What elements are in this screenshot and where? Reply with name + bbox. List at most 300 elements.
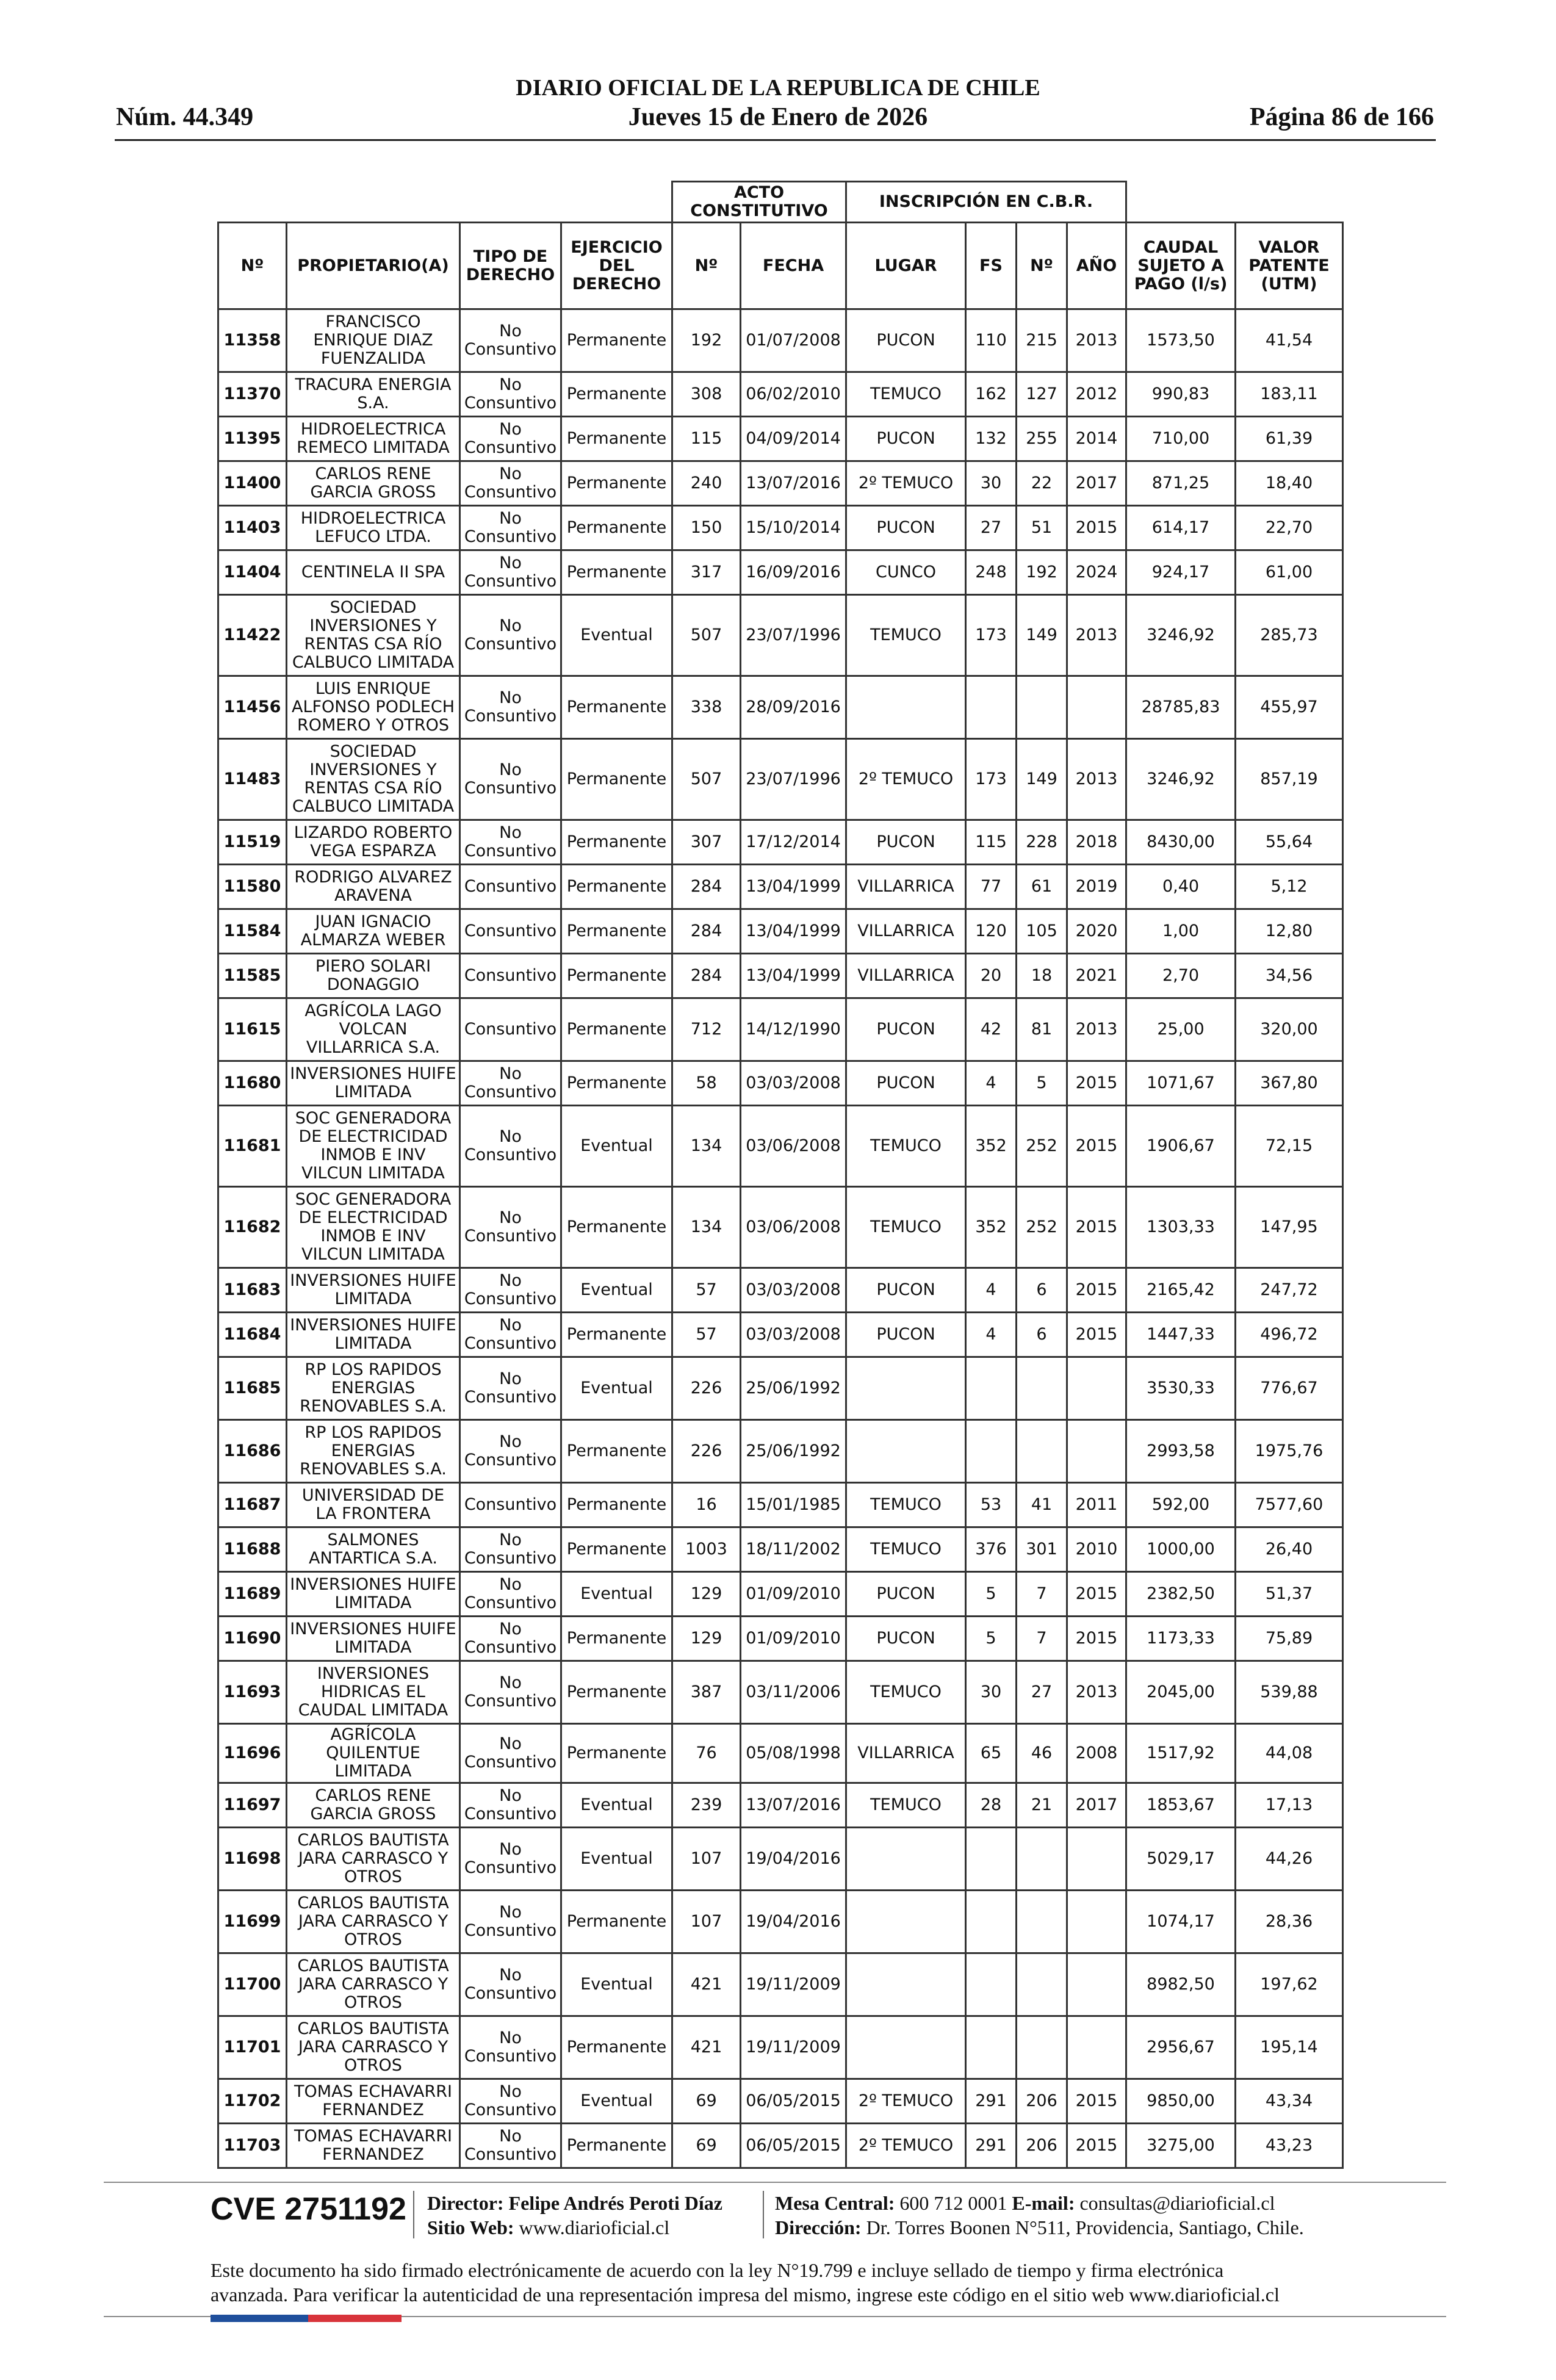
col-header-exercise: EJERCICIO DEL DERECHO [561,223,672,309]
cell-flow: 8982,50 [1126,1953,1236,2016]
cell-owner: CARLOS BAUTISTA JARA CARRASCO Y OTROS [287,1953,460,2016]
cell-owner: FRANCISCO ENRIQUE DIAZ FUENZALIDA [287,309,460,372]
footer-separator [763,2191,764,2238]
cell-fs: 4 [966,1268,1017,1313]
cell-fs: 65 [966,1724,1017,1783]
cell-year: 2008 [1067,1724,1126,1783]
cell-flow: 0,40 [1126,865,1236,909]
table-row [218,739,1343,820]
cell-fs: 30 [966,1661,1017,1724]
address-text: Dr. Torres Boonen N°511, Providencia, Santiago, Chile. [866,2216,1304,2238]
cell-cbr-number: 7 [1017,1572,1067,1617]
cell-place: PUCON [846,998,966,1061]
cell-exercise: Permanente [561,820,672,865]
cell-right-type: Consuntivo [460,998,561,1061]
cell-patent-value: 857,19 [1236,739,1343,820]
cell-flow: 3530,33 [1126,1357,1236,1420]
patents-table [217,181,1344,2169]
cell-place: TEMUCO [846,1187,966,1268]
site-line [427,2216,669,2239]
cell-place: TEMUCO [846,1483,966,1527]
cell-cbr-number: 27 [1017,1661,1067,1724]
mesa-phone: 600 712 0001 [899,2192,1007,2214]
cell-acto-number: 284 [672,865,741,909]
cell-flow: 614,17 [1126,506,1236,550]
cell-flow: 3246,92 [1126,595,1236,676]
cell-year: 2013 [1067,309,1126,372]
cell-right-type: No Consuntivo [460,1357,561,1420]
cell-place: PUCON [846,1268,966,1313]
cell-number: 11519 [218,820,287,865]
table-row [218,1828,1343,1891]
cell-patent-value: 22,70 [1236,506,1343,550]
table-row [218,372,1343,417]
cell-year: 2014 [1067,417,1126,461]
cell-place: PUCON [846,417,966,461]
cell-acto-date: 04/09/2014 [741,417,846,461]
cell-flow: 25,00 [1126,998,1236,1061]
cell-right-type: No Consuntivo [460,1828,561,1891]
cell-acto-number: 69 [672,2079,741,2124]
cell-patent-value: 61,39 [1236,417,1343,461]
cell-year: 2015 [1067,1061,1126,1106]
cell-flow: 2,70 [1126,954,1236,998]
cell-exercise: Permanente [561,1617,672,1661]
cell-exercise: Eventual [561,1572,672,1617]
table-row [218,309,1343,372]
cell-right-type: No Consuntivo [460,1783,561,1828]
cell-patent-value: 12,80 [1236,909,1343,954]
cell-number: 11689 [218,1572,287,1617]
cell-acto-number: 129 [672,1572,741,1617]
cell-patent-value: 195,14 [1236,2016,1343,2079]
cell-right-type: No Consuntivo [460,417,561,461]
cell-year: 2024 [1067,550,1126,595]
group-header-acto: ACTO CONSTITUTIVO [672,182,846,223]
cell-fs [966,1828,1017,1891]
cell-patent-value: 5,12 [1236,865,1343,909]
cell-acto-number: 134 [672,1187,741,1268]
table-row [218,1313,1343,1357]
cell-fs: 110 [966,309,1017,372]
cell-patent-value: 75,89 [1236,1617,1343,1661]
cell-place: PUCON [846,1061,966,1106]
cell-right-type: No Consuntivo [460,1661,561,1724]
table-row [218,909,1343,954]
table-row [218,998,1343,1061]
cell-place [846,676,966,739]
cell-owner: INVERSIONES HUIFE LIMITADA [287,1617,460,1661]
cell-acto-date: 19/04/2016 [741,1891,846,1953]
cell-cbr-number: 228 [1017,820,1067,865]
cell-place [846,1953,966,2016]
cell-fs: 77 [966,865,1017,909]
cell-exercise: Permanente [561,1061,672,1106]
cell-exercise: Permanente [561,550,672,595]
cell-acto-number: 226 [672,1357,741,1420]
issue-number: Núm. 44.349 [116,103,254,131]
cell-exercise: Eventual [561,2079,672,2124]
site-link[interactable]: www.diarioficial.cl [519,2216,670,2238]
cell-place: PUCON [846,1313,966,1357]
cell-acto-number: 284 [672,954,741,998]
cell-flow: 9850,00 [1126,2079,1236,2124]
table-row [218,1527,1343,1572]
cell-owner: CARLOS RENE GARCIA GROSS [287,1783,460,1828]
site-label: Sitio Web: [427,2216,514,2238]
cell-acto-date: 03/06/2008 [741,1187,846,1268]
cell-place: VILLARRICA [846,1724,966,1783]
table-row [218,1953,1343,2016]
cell-owner: JUAN IGNACIO ALMARZA WEBER [287,909,460,954]
cell-acto-number: 226 [672,1420,741,1483]
cell-year [1067,1420,1126,1483]
cell-owner: SOC GENERADORA DE ELECTRICIDAD INMOB E INV VILCUN LIMITADA [287,1187,460,1268]
cell-flow: 1,00 [1126,909,1236,954]
group-header-inscripcion: INSCRIPCIÓN EN C.B.R. [846,182,1126,223]
cell-acto-number: 107 [672,1891,741,1953]
cell-acto-date: 19/11/2009 [741,2016,846,2079]
cell-right-type: No Consuntivo [460,461,561,506]
cell-right-type: No Consuntivo [460,1953,561,2016]
cve-code: CVE 2751192 [211,2191,406,2227]
header-divider [115,139,1436,141]
cell-flow: 990,83 [1126,372,1236,417]
flag-stripe-blue [211,2315,308,2322]
cell-number: 11400 [218,461,287,506]
cell-exercise: Permanente [561,1187,672,1268]
cell-right-type: No Consuntivo [460,595,561,676]
cell-year: 2013 [1067,595,1126,676]
cell-fs [966,1420,1017,1483]
cell-acto-number: 307 [672,820,741,865]
cell-place: 2º TEMUCO [846,2079,966,2124]
cell-owner: UNIVERSIDAD DE LA FRONTERA [287,1483,460,1527]
cell-patent-value: 7577,60 [1236,1483,1343,1527]
cell-acto-date: 16/09/2016 [741,550,846,595]
cell-acto-date: 18/11/2002 [741,1527,846,1572]
cell-exercise: Permanente [561,739,672,820]
address-label: Dirección: [775,2216,862,2238]
cell-flow: 592,00 [1126,1483,1236,1527]
cell-acto-date: 17/12/2014 [741,820,846,865]
cell-place [846,2016,966,2079]
cell-number: 11698 [218,1828,287,1891]
cell-cbr-number: 7 [1017,1617,1067,1661]
cell-exercise: Permanente [561,998,672,1061]
cell-flow: 1853,67 [1126,1783,1236,1828]
cell-fs: 28 [966,1783,1017,1828]
cell-patent-value: 197,62 [1236,1953,1343,2016]
table-row [218,1572,1343,1617]
cell-cbr-number: 41 [1017,1483,1067,1527]
cell-right-type: No Consuntivo [460,2079,561,2124]
cell-flow: 1074,17 [1126,1891,1236,1953]
cell-right-type: No Consuntivo [460,1187,561,1268]
table-row [218,417,1343,461]
cell-acto-date: 25/06/1992 [741,1420,846,1483]
cell-flow: 8430,00 [1126,820,1236,865]
cell-exercise: Permanente [561,372,672,417]
cell-acto-number: 129 [672,1617,741,1661]
cell-number: 11584 [218,909,287,954]
cell-year: 2017 [1067,1783,1126,1828]
cell-flow: 2045,00 [1126,1661,1236,1724]
cell-right-type: No Consuntivo [460,1527,561,1572]
cell-year: 2012 [1067,372,1126,417]
cell-acto-number: 507 [672,739,741,820]
cell-patent-value: 18,40 [1236,461,1343,506]
cell-patent-value: 183,11 [1236,372,1343,417]
table-row [218,506,1343,550]
cell-year: 2018 [1067,820,1126,865]
email-link[interactable]: consultas@diarioficial.cl [1079,2192,1275,2214]
cell-owner: INVERSIONES HUIFE LIMITADA [287,1061,460,1106]
cell-place: PUCON [846,1572,966,1617]
cell-patent-value: 285,73 [1236,595,1343,676]
cell-flow: 924,17 [1126,550,1236,595]
cell-flow: 2165,42 [1126,1268,1236,1313]
cell-year: 2015 [1067,1572,1126,1617]
cell-acto-date: 03/03/2008 [741,1268,846,1313]
table-row [218,1661,1343,1724]
cell-owner: CARLOS BAUTISTA JARA CARRASCO Y OTROS [287,2016,460,2079]
cell-owner: CARLOS BAUTISTA JARA CARRASCO Y OTROS [287,1828,460,1891]
cell-owner: INVERSIONES HUIFE LIMITADA [287,1313,460,1357]
cell-number: 11684 [218,1313,287,1357]
cell-number: 11370 [218,372,287,417]
cell-acto-number: 338 [672,676,741,739]
cell-acto-date: 13/04/1999 [741,909,846,954]
cell-exercise: Eventual [561,1828,672,1891]
table-row [218,820,1343,865]
cell-exercise: Permanente [561,909,672,954]
cell-fs: 20 [966,954,1017,998]
cell-year: 2015 [1067,1268,1126,1313]
group-header-blank [218,182,672,223]
cell-right-type: No Consuntivo [460,1724,561,1783]
cell-owner: HIDROELECTRICA REMECO LIMITADA [287,417,460,461]
cell-flow: 871,25 [1126,461,1236,506]
cell-right-type: No Consuntivo [460,1420,561,1483]
table-row [218,676,1343,739]
cell-year: 2015 [1067,506,1126,550]
cell-fs [966,2016,1017,2079]
cell-exercise: Eventual [561,1783,672,1828]
cell-year [1067,1828,1126,1891]
cell-owner: CARLOS BAUTISTA JARA CARRASCO Y OTROS [287,1891,460,1953]
cell-fs: 5 [966,1617,1017,1661]
col-header-owner: PROPIETARIO(A) [287,223,460,309]
cell-exercise: Permanente [561,506,672,550]
director-line [427,2192,722,2215]
cell-owner: TRACURA ENERGIA S.A. [287,372,460,417]
cell-acto-date: 13/04/1999 [741,954,846,998]
cell-place [846,1891,966,1953]
cell-acto-date: 06/05/2015 [741,2079,846,2124]
cell-acto-number: 69 [672,2124,741,2168]
cell-acto-date: 23/07/1996 [741,739,846,820]
cell-acto-number: 239 [672,1783,741,1828]
cell-flow: 1906,67 [1126,1106,1236,1187]
table-row [218,1106,1343,1187]
cell-place: VILLARRICA [846,954,966,998]
cell-place: TEMUCO [846,1661,966,1724]
cell-fs: 30 [966,461,1017,506]
cell-acto-number: 192 [672,309,741,372]
col-header-place: LUGAR [846,223,966,309]
col-header-number: Nº [218,223,287,309]
col-header-patent-value: VALOR PATENTE (UTM) [1236,223,1343,309]
issue-date: Jueves 15 de Enero de 2026 [628,103,928,131]
cell-acto-date: 03/06/2008 [741,1106,846,1187]
cell-cbr-number: 149 [1017,739,1067,820]
cell-cbr-number [1017,1828,1067,1891]
cell-number: 11685 [218,1357,287,1420]
table-row [218,954,1343,998]
cell-number: 11404 [218,550,287,595]
cell-number: 11422 [218,595,287,676]
cell-cbr-number [1017,1420,1067,1483]
cell-flow: 1071,67 [1126,1061,1236,1106]
cell-acto-date: 13/07/2016 [741,461,846,506]
cell-right-type: No Consuntivo [460,1106,561,1187]
cell-acto-date: 06/05/2015 [741,2124,846,2168]
cell-fs [966,1953,1017,2016]
cell-place: TEMUCO [846,372,966,417]
cell-year [1067,1357,1126,1420]
cell-cbr-number: 105 [1017,909,1067,954]
cell-fs: 4 [966,1313,1017,1357]
cell-fs [966,676,1017,739]
cell-owner: SOCIEDAD INVERSIONES Y RENTAS CSA RÍO CALBUCO LIMITADA [287,595,460,676]
cell-number: 11358 [218,309,287,372]
cell-number: 11699 [218,1891,287,1953]
cell-cbr-number: 5 [1017,1061,1067,1106]
cell-year: 2015 [1067,2079,1126,2124]
cell-right-type: No Consuntivo [460,309,561,372]
cell-acto-date: 28/09/2016 [741,676,846,739]
cell-right-type: Consuntivo [460,1483,561,1527]
cell-number: 11683 [218,1268,287,1313]
cell-patent-value: 367,80 [1236,1061,1343,1106]
cell-acto-date: 15/10/2014 [741,506,846,550]
cell-owner: CENTINELA II SPA [287,550,460,595]
email-label: E-mail: [1012,2192,1075,2214]
cell-number: 11681 [218,1106,287,1187]
table-row [218,2124,1343,2168]
group-header-blank-right [1126,182,1343,223]
legal-notice-line-1: Este documento ha sido firmado electrónicamente de acuerdo con la ley N°19.799 e incluye sellado de tiempo y firma electrónica [211,2259,1224,2281]
table-body [218,309,1343,2168]
cell-year: 2015 [1067,1617,1126,1661]
cell-acto-date: 15/01/1985 [741,1483,846,1527]
cell-cbr-number: 81 [1017,998,1067,1061]
cell-cbr-number [1017,2016,1067,2079]
cell-patent-value: 776,67 [1236,1357,1343,1420]
cell-patent-value: 43,23 [1236,2124,1343,2168]
cell-number: 11693 [218,1661,287,1724]
cell-acto-date: 03/03/2008 [741,1313,846,1357]
cell-owner: INVERSIONES HUIFE LIMITADA [287,1572,460,1617]
cell-right-type: No Consuntivo [460,550,561,595]
table-row [218,1724,1343,1783]
cell-year: 2021 [1067,954,1126,998]
cell-place [846,1828,966,1891]
cell-year: 2013 [1067,1661,1126,1724]
cell-patent-value: 539,88 [1236,1661,1343,1724]
cell-cbr-number: 6 [1017,1313,1067,1357]
cell-place: PUCON [846,309,966,372]
cell-exercise: Permanente [561,1527,672,1572]
cell-acto-number: 16 [672,1483,741,1527]
cell-cbr-number: 127 [1017,372,1067,417]
cell-flow: 1517,92 [1126,1724,1236,1783]
cell-patent-value: 26,40 [1236,1527,1343,1572]
cell-owner: CARLOS RENE GARCIA GROSS [287,461,460,506]
cell-cbr-number [1017,676,1067,739]
cell-acto-number: 387 [672,1661,741,1724]
cell-flow: 710,00 [1126,417,1236,461]
cell-fs: 115 [966,820,1017,865]
cell-right-type: No Consuntivo [460,1572,561,1617]
cell-number: 11701 [218,2016,287,2079]
cell-fs: 120 [966,909,1017,954]
cell-fs: 132 [966,417,1017,461]
cell-patent-value: 147,95 [1236,1187,1343,1268]
cell-cbr-number: 6 [1017,1268,1067,1313]
cell-acto-date: 13/04/1999 [741,865,846,909]
cell-flow: 1447,33 [1126,1313,1236,1357]
cell-cbr-number: 192 [1017,550,1067,595]
cell-cbr-number: 255 [1017,417,1067,461]
cell-number: 11696 [218,1724,287,1783]
cell-owner: PIERO SOLARI DONAGGIO [287,954,460,998]
cell-right-type: No Consuntivo [460,1313,561,1357]
cell-number: 11686 [218,1420,287,1483]
address-line [775,2216,1304,2239]
table-row [218,1783,1343,1828]
cell-cbr-number: 22 [1017,461,1067,506]
cell-right-type: No Consuntivo [460,676,561,739]
cell-number: 11682 [218,1187,287,1268]
page-number: Página 86 de 166 [1249,103,1434,131]
cell-year: 2015 [1067,2124,1126,2168]
cell-year: 2013 [1067,739,1126,820]
cell-owner: AGRÍCOLA LAGO VOLCAN VILLARRICA S.A. [287,998,460,1061]
cell-exercise: Permanente [561,309,672,372]
cell-number: 11687 [218,1483,287,1527]
cell-acto-number: 58 [672,1061,741,1106]
cell-owner: AGRÍCOLA QUILENTUE LIMITADA [287,1724,460,1783]
group-header-row [218,182,1343,223]
cell-patent-value: 72,15 [1236,1106,1343,1187]
cell-year: 2010 [1067,1527,1126,1572]
cell-cbr-number: 18 [1017,954,1067,998]
cell-right-type: No Consuntivo [460,820,561,865]
cell-owner: HIDROELECTRICA LEFUCO LTDA. [287,506,460,550]
cell-number: 11702 [218,2079,287,2124]
cell-right-type: No Consuntivo [460,2124,561,2168]
table-row [218,595,1343,676]
table-row [218,1061,1343,1106]
cell-fs [966,1357,1017,1420]
cell-patent-value: 320,00 [1236,998,1343,1061]
cell-year: 2015 [1067,1106,1126,1187]
col-header-acto-date: FECHA [741,223,846,309]
cell-right-type: Consuntivo [460,865,561,909]
cell-acto-number: 134 [672,1106,741,1187]
